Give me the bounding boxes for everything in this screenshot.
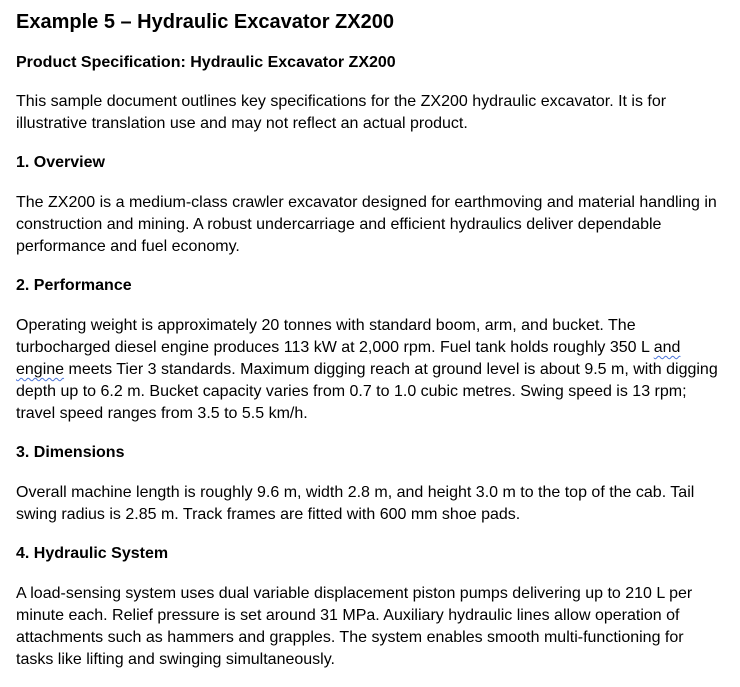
section-heading-hydraulic-system: 4. Hydraulic System <box>16 545 169 562</box>
section-heading-performance: 2. Performance <box>16 277 132 294</box>
section-body-overview[interactable]: The ZX200 is a medium-class crawler excavator designed for earthmoving and material handling in construction and mining. A robust undercarriage and efficient hydraulics deliver dependable performance and fuel economy. <box>16 194 717 255</box>
spelling-flag-engine[interactable]: engine <box>16 361 65 378</box>
section-body-hydraulic-system[interactable]: A load-sensing system uses dual variable displacement piston pumps delivering up to 210 L per minute each. Relief pressure is set around 31 MPa. Auxiliary hydraulic lines allow operation of attachments such as hammers and grapples. The system enables smooth multi-functioning for tasks like lifting and swinging simultaneously. <box>16 585 693 668</box>
performance-text-part2: meets Tier 3 standards. Maximum digging reach at ground level is about 9.5 m, with digging depth up to 6.2 m. Bucket capacity varies from 0.7 to 1.0 cubic metres. Swing speed is 13 rpm; travel speed ranges from 3.5 to 5.5 km/h. <box>16 361 718 422</box>
section-body-dimensions[interactable]: Overall machine length is roughly 9.6 m, width 2.8 m, and height 3.0 m to the top of the cab. Tail swing radius is 2.85 m. Track frames are fitted with 600 mm shoe pads. <box>16 484 695 523</box>
section-heading-overview: 1. Overview <box>16 154 105 171</box>
section-heading-dimensions: 3. Dimensions <box>16 444 125 461</box>
performance-text-part1: Operating weight is approximately 20 tonnes with standard boom, arm, and bucket. The turbocharged diesel engine produces 113 kW at 2,000 rpm. Fuel tank holds roughly 350 L <box>16 317 654 356</box>
document-subtitle: Product Specification: Hydraulic Excavator ZX200 <box>16 54 396 71</box>
document-title: Example 5 – Hydraulic Excavator ZX200 <box>16 11 394 33</box>
section-body-performance[interactable] <box>16 315 724 425</box>
intro-paragraph[interactable]: This sample document outlines key specifications for the ZX200 hydraulic excavator. It is for illustrative translation use and may not reflect an actual product. <box>16 93 667 132</box>
spelling-flag-and[interactable]: and <box>653 339 681 356</box>
